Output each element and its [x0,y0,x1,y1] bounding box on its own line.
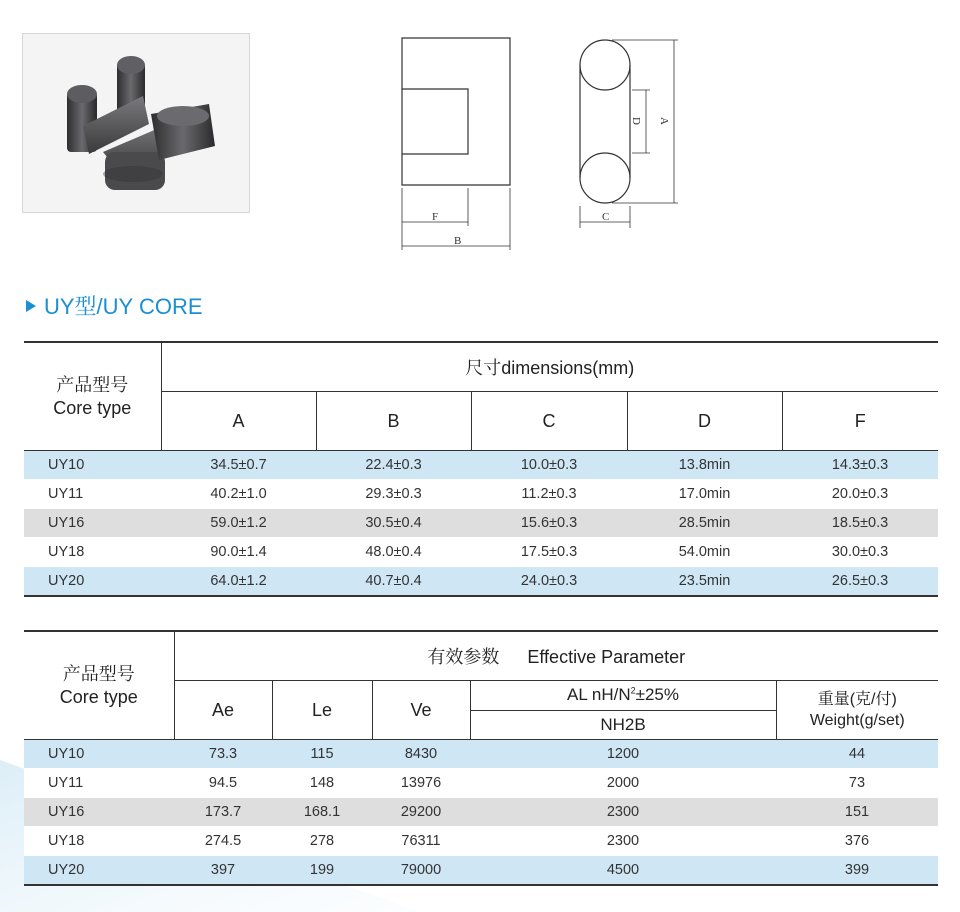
core-dimension-drawing [380,28,700,258]
dimension-cell: 64.0±1.2 [161,567,316,597]
core-type-cell: UY16 [24,798,174,827]
dimension-cell: 14.3±0.3 [782,451,938,480]
section-title: UY型/UY CORE [26,290,203,321]
ve-cell: 13976 [372,769,470,798]
dimension-cell: 18.5±0.3 [782,509,938,538]
table-row [24,798,938,827]
dimension-cell: 29.3±0.3 [316,480,471,509]
dimension-cell: 10.0±0.3 [471,451,627,480]
ae-cell: 73.3 [174,740,272,769]
ve-cell: 79000 [372,856,470,886]
label-d: D [630,117,642,125]
dimension-cell: 17.0min [627,480,782,509]
table-row [24,740,938,769]
u-side-outline [402,38,510,185]
table-row [24,567,938,597]
le-cell: 115 [272,740,372,769]
dimensions-group-header: 尺寸dimensions(mm) [161,342,938,392]
dimension-cell: 24.0±0.3 [471,567,627,597]
core-type-header: 产品型号 Core type [24,342,161,451]
core-type-cell: UY11 [24,769,174,798]
col-header-a: A [161,392,316,451]
table-row [24,538,938,567]
weight-cell: 44 [776,740,938,769]
col-header-c: C [471,392,627,451]
weight-cell: 399 [776,856,938,886]
dimension-cell: 15.6±0.3 [471,509,627,538]
dimension-cell: 17.5±0.3 [471,538,627,567]
dimension-cell: 40.7±0.4 [316,567,471,597]
col-header-ae: Ae [174,681,272,740]
table-row [24,451,938,480]
ve-cell: 8430 [372,740,470,769]
ae-cell: 173.7 [174,798,272,827]
ve-cell: 76311 [372,827,470,856]
col-header-le: Le [272,681,372,740]
table-row [24,827,938,856]
dimension-cell: 11.2±0.3 [471,480,627,509]
dimension-cell: 30.0±0.3 [782,538,938,567]
product-photo [22,33,250,213]
parameter-group-header: 有效参数 Effective Parameter [174,631,938,681]
label-c: C [602,211,610,223]
dimension-cell: 48.0±0.4 [316,538,471,567]
al-cell: 2000 [470,769,776,798]
dimension-cell: 30.5±0.4 [316,509,471,538]
col-header-b: B [316,392,471,451]
core-type-cell: UY10 [24,740,174,769]
core-type-cell: UY16 [24,509,161,538]
dimension-cell: 22.4±0.3 [316,451,471,480]
al-cell: 2300 [470,827,776,856]
dimensions-table [24,341,938,597]
dimension-cell: 90.0±1.4 [161,538,316,567]
parameter-table [24,630,938,886]
dimension-cell: 34.5±0.7 [161,451,316,480]
core-type-cell: UY18 [24,538,161,567]
le-cell: 168.1 [272,798,372,827]
label-b: B [454,235,462,247]
al-cell: 2300 [470,798,776,827]
ae-cell: 397 [174,856,272,886]
col-header-material: NH2B [470,710,776,740]
col-header-d: D [627,392,782,451]
col-header-al: AL $nH/N^2\pm 25\%$ [470,681,776,711]
core-type-cell: UY20 [24,856,174,886]
label-f: F [432,211,439,223]
dimension-cell: 54.0min [627,538,782,567]
ae-cell: 94.5 [174,769,272,798]
dimension-cell: 13.8min [627,451,782,480]
core-type-cell: UY10 [24,451,161,480]
dimension-cell: 28.5min [627,509,782,538]
table-row [24,480,938,509]
le-cell: 148 [272,769,372,798]
table-row [24,769,938,798]
col-header-f: F [782,392,938,451]
dimension-cell: 59.0±1.2 [161,509,316,538]
col-header-weight: 重量(克/付) Weight(g/set) [776,681,938,740]
dimension-cell: 20.0±0.3 [782,480,938,509]
table-row [24,509,938,538]
dimension-cell: 26.5±0.3 [782,567,938,597]
le-cell: 199 [272,856,372,886]
ve-cell: 29200 [372,798,470,827]
core-type-cell: UY18 [24,827,174,856]
weight-cell: 376 [776,827,938,856]
label-a: A [658,117,670,125]
al-cell: 4500 [470,856,776,886]
core-type-cell: UY11 [24,480,161,509]
dimension-cell: 40.2±1.0 [161,480,316,509]
le-cell: 278 [272,827,372,856]
ae-cell: 274.5 [174,827,272,856]
weight-cell: 73 [776,769,938,798]
weight-cell: 151 [776,798,938,827]
dimension-cell: 23.5min [627,567,782,597]
al-cell: 1200 [470,740,776,769]
triangle-bullet-icon [26,300,36,312]
table-row [24,856,938,886]
core-type-cell: UY20 [24,567,161,597]
col-header-ve: Ve [372,681,470,740]
core-type-header-2: 产品型号 Core type [24,631,174,740]
